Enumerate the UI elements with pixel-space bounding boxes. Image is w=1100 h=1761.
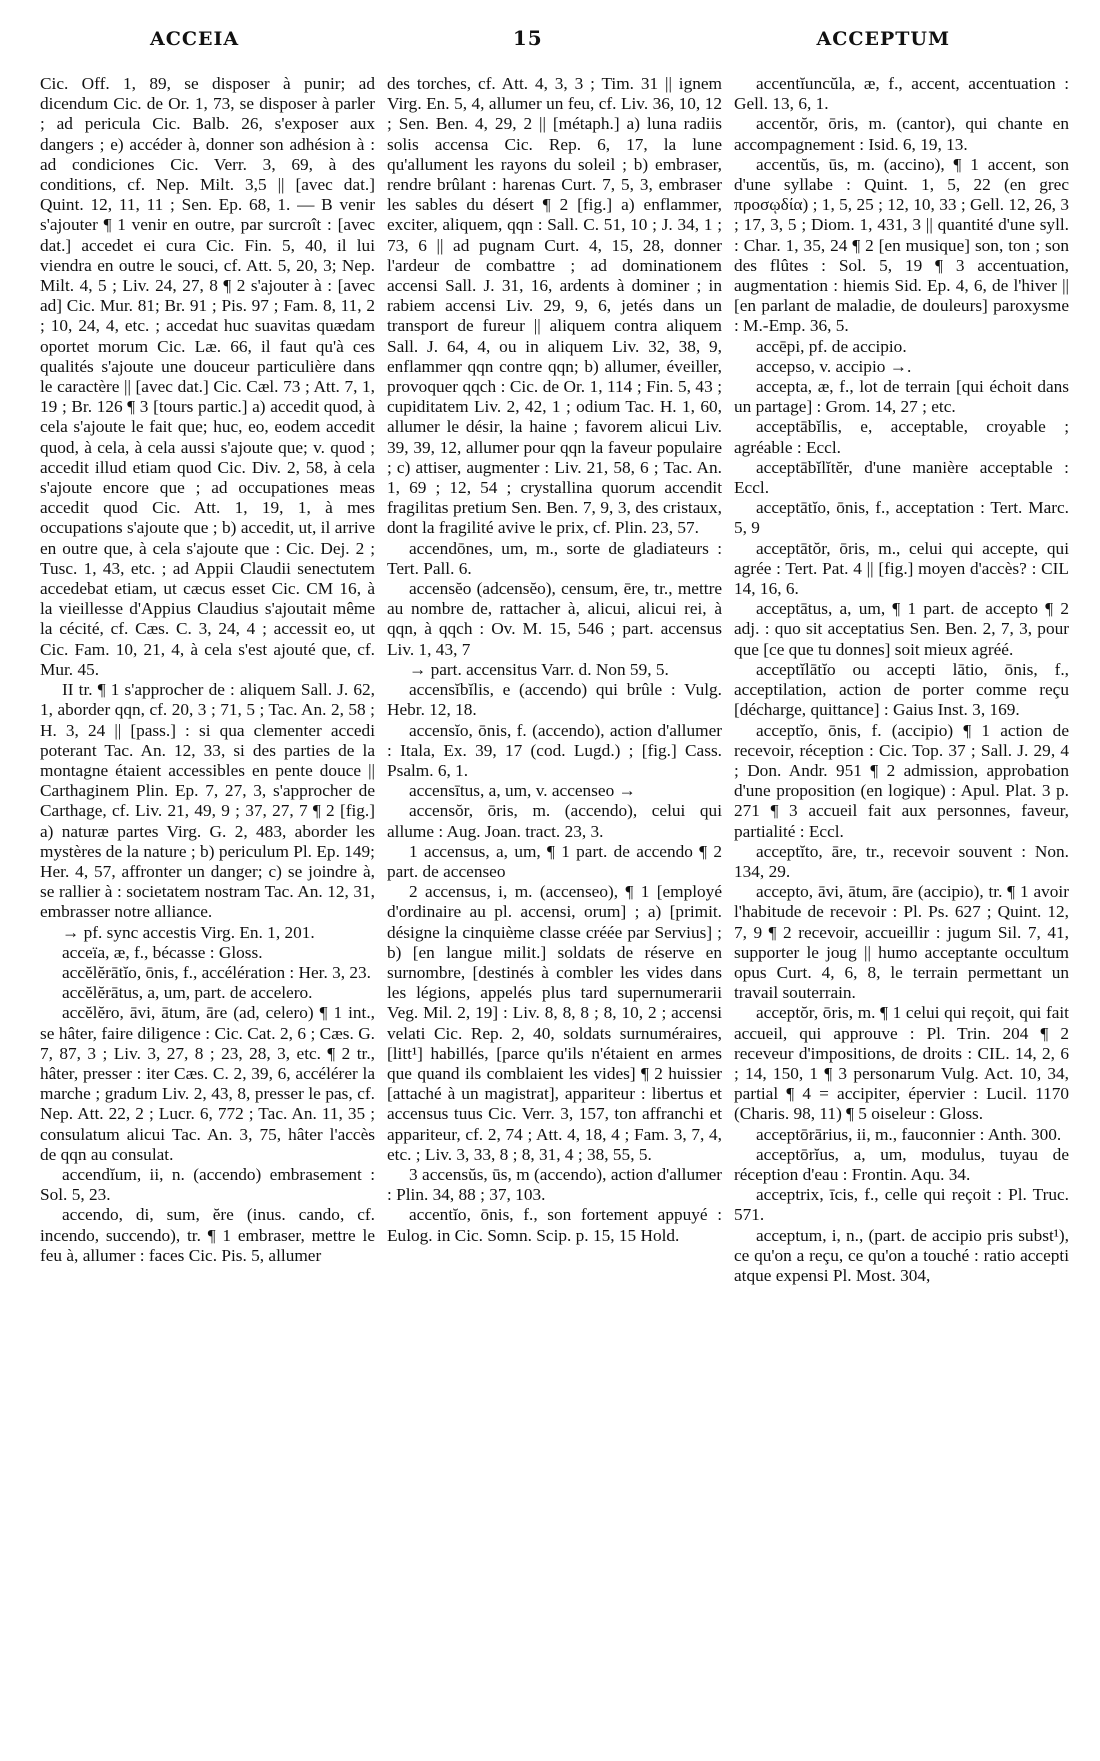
entry: acceptātus, a, um, ¶ 1 part. de accepto ¶ 2 adj. : quo sit acceptatius Sen. Ben. 2, 7, 3, pour que [ce que tu donnes] soit mieux agréé. [734, 599, 1069, 659]
entry: acceptātŏr, ōris, m., celui qui accepte, qui agrée : Tert. Pat. 4 || [fig.] moyen d'accès? : CIL 14, 16, 6. [734, 538, 1069, 599]
entry: accepso, v. accipio →. [756, 356, 912, 376]
entry: accepto, āvi, ātum, āre (accipio), tr. ¶ 1 avoir l'habitude de recevoir : Pl. Ps. 627 ; Quint. 12, 7, 9 ¶ 2 recevoir, accueillir : jugum Sil. 7, 41, supporter le joug || humo acceptante occultum opus Curt. 4, 6, 8, le terrain permettant un travail souterrain. [734, 882, 1069, 1003]
entry: accensĭbĭlis, e (accendo) qui brûle : Vulg. Hebr. 12, 18. [387, 680, 722, 720]
column-2 [387, 74, 722, 1286]
entry: II tr. ¶ 1 s'approcher de : aliquem Sall. J. 62, 1, aborder qqn, cf. 20, 3 ; 71, 5 ; Tac. An. 2, 58 ; H. 3, 24 || [pass.] : si qua clementer accedi poterant Tac. An. 12, 33, si des parties de la montagne étaient accessibles en pente douce || Carthaginem Plin. Ep. 7, 27, 3, s'approcher de Carthage, cf. Liv. 21, 49, 9 ; 37, 27, 7 ¶ 2 [fig.] a) naturæ partes Virg. G. 2, 483, aborder les mystères de la nature ; b) periculum Pl. Ep. 149; Her. 4, 57, affronter un danger; c) se joindre à, se rallier à : societatem nostram Tac. An. 12, 31, embrasser notre alliance. [40, 680, 375, 922]
entry: accentŏr, ōris, m. (cantor), qui chante en accompagnement : Isid. 6, 19, 13. [734, 114, 1069, 154]
entry: accēpi, pf. de accipio. [756, 336, 907, 356]
entry: accensĭo, ōnis, f. (accendo), action d'allumer : Itala, Ex. 39, 17 (cod. Lugd.) ; [fig.] Cass. Psalm. 6, 1. [387, 720, 722, 780]
entry: acceptĭo, ōnis, f. (accipio) ¶ 1 action de recevoir, réception : Cic. Top. 37 ; Sall. J. 29, 4 ; Don. Andr. 951 ¶ 2 admission, approbation d'une proposition (en logique) : Apul. Plat. 3 p. 271 ¶ 3 accueil fait aux personnes, faveur, partialité : Eccl. [734, 720, 1069, 841]
header-right-guideword: ACCEPTUM [816, 28, 950, 50]
entry: accendōnes, um, m., sorte de gladiateurs : Tert. Pall. 6. [387, 538, 722, 578]
page-number: 15 [512, 26, 543, 50]
column-1 [40, 74, 375, 1286]
entry: accentĭuncŭla, æ, f., accent, accentuation : Gell. 13, 6, 1. [734, 74, 1069, 114]
entry: 2 accensus, i, m. (accenseo), ¶ 1 [employé d'ordinaire au pl. accensi, orum] ; a) [primit. désigne la cinquième classe créée par Servius] ; b) [en langue milit.] soldats de réserve en surnombre, [destinés à combler les vides dans les légions, appelés plus tard supernumerarii Veg. Mil. 2, 19] : Liv. 8, 8, 8 ; 8, 10, 2 ; accensi velati Cic. Rep. 2, 40, soldats surnuméraires, [litt¹] habillés, [parce qu'ils n'étaient en armes que quand ils comblaient les vides] ¶ 2 huissier [attaché à un magistrat], appariteur : libertus et accensus tuus Cic. Verr. 3, 157, ton affranchi et appariteur, cf. 2, 74 ; Att. 4, 18, 4 ; Fam. 3, 7, 4, etc. ; Liv. 3, 33, 8 ; 8, 31, 4 ; 38, 55, 5. [387, 882, 722, 1164]
page-header [150, 26, 950, 52]
entry: accensītus, a, um, v. accenseo → [409, 781, 636, 801]
entry: acceptĭlātĭo ou accepti lātio, ōnis, f., acceptilation, action de porter comme reçu [décharge, quittance] : Gaius Inst. 3, 169. [734, 659, 1069, 720]
entry: → pf. sync accestis Virg. En. 1, 201. [62, 922, 315, 942]
entry: acceïa, æ, f., bécasse : Gloss. [62, 942, 263, 962]
entry: accĕlĕrātĭo, ōnis, f., accélération : Her. 3, 23. [62, 962, 372, 982]
entry: accepta, æ, f., lot de terrain [qui échoit dans un partage] : Grom. 14, 27 ; etc. [734, 377, 1069, 417]
entry: des torches, cf. Att. 4, 3, 3 ; Tim. 31 || ignem Virg. En. 5, 4, allumer un feu, cf. Liv. 36, 10, 12 ; Sen. Ben. 4, 29, 2 || [métaph.] a) luna radiis solis accensa Cic. Rep. 6, 17, la lune qu'allument les rayons du soleil ; b) embraser, rendre brûlant : harenas Curt. 7, 5, 3, embraser les sables du désert ¶ 2 [fig.] a) enflammer, exciter, aliquem, qqn : Sall. C. 51, 10 ; J. 34, 1 ; 73, 6 || ad pugnam Curt. 4, 15, 28, donner l'ardeur de combattre ; ad dominationem accensi Sall. J. 31, 16, ardents à dominer ; in rabiem accensi Liv. 29, 9, 6, jetés dans un transport de fureur || aliquem contra aliquem Sall. J. 64, 4, ou in aliquem Liv. 32, 38, 9, enflammer qqn contre qqn; b) allumer, éveiller, provoquer qqch : Cic. de Or. 1, 114 ; Fin. 5, 43 ; cupiditatem Liv. 2, 42, 1 ; odium Tac. H. 1, 60, allumer le désir, la haine ; favorem alicui Liv. 39, 39, 12, allumer pour qqn la faveur populaire ; c) attiser, augmenter : Liv. 21, 58, 6 ; Tac. An. 1, 69 ; 12, 54 ; crystallina quorum accendit fragilitas pretium Sen. Ben. 7, 9, 3, des cristaux, dont la fragilité avive le prix, cf. Plin. 23, 57. [387, 74, 722, 538]
entry: acceptĭto, āre, tr., recevoir souvent : Non. 134, 29. [734, 841, 1069, 881]
entry: Cic. Off. 1, 89, se disposer à punir; ad dicendum Cic. de Or. 1, 73, se disposer à parler ; ad pericula Cic. Balb. 26, s'exposer aux dangers ; e) accéder à, donner son adhésion à : ad condiciones Cic. Verr. 3, 69, à des conditions, cf. Nep. Milt. 3,5 || [avec dat.] Quint. 12, 11, 11 ; Sen. Ep. 68, 1. — B venir s'ajouter ¶ 1 venir en outre, par surcroît : [avec dat.] accedet ei cura Cic. Fin. 5, 40, il lui viendra en outre le souci, cf. Att. 5, 20, 3; Nep. Milt. 4, 5 ; Liv. 24, 27, 8 ¶ 2 s'ajouter à : [avec ad] Cic. Mur. 81; Br. 91 ; Pis. 97 ; Fam. 8, 11, 2 ; 10, 24, 4, etc. ; accedat huc suavitas quædam oportet morum Cic. Læ. 66, il faut qu'à ces qualités s'ajoute une douceur particulière dans le caractère || [avec dat.] Cic. Cæl. 73 ; Att. 7, 1, 19 ; Br. 126 ¶ 3 [tours partic.] a) accedit quod, à cela s'ajoute le fait que; huc, eo, eodem accedit quod, à cela, à cela aussi s'ajoute que; v. quod ; accedit illud etiam quod Cic. Div. 2, 58, à cela s'ajoute encore que ; ad occupationes meas accedit quod Cic. Att. 1, 19, 1, à mes occupations s'ajoute que ; b) accedit, ut, il arrive en outre que, à cela s'ajoute que : Cic. Dej. 2 ; Tusc. 1, 43, etc. ; ad Appii Claudii senectutem accedebat etiam, ut cæcus esset Cic. CM 16, à la vieillesse d'Appius Claudius s'ajoutait même la cécité, cf. Cæs. C. 3, 24, 4 ; accessit eo, ut Cic. Fam. 10, 21, 4, à cela s'est ajouté que, cf. Mur. 45. [40, 74, 375, 679]
entry: acceptōrārius, ii, m., fauconnier : Anth. 300. [756, 1124, 1062, 1144]
entry: acceptrix, īcis, f., celle qui reçoit : Pl. Truc. 571. [734, 1185, 1069, 1225]
entry: accendo, di, sum, ĕre (inus. cando, cf. incendo, succendo), tr. ¶ 1 embraser, mettre le feu à, allumer : faces Cic. Pis. 5, allumer [40, 1205, 375, 1265]
entry: acceptābĭlis, e, acceptable, croyable ; agréable : Eccl. [734, 417, 1069, 457]
entry: 3 accensŭs, ūs, m (accendo), action d'allumer : Plin. 34, 88 ; 37, 103. [387, 1164, 722, 1205]
entry: accentŭs, ūs, m. (accino), ¶ 1 accent, son d'une syllabe : Quint. 1, 5, 22 (en grec προσῳδία) ; 1, 5, 25 ; 12, 10, 33 ; Gell. 12, 26, 3 ; 17, 3, 5 ; Diom. 1, 431, 3 || quantité d'une syll. : Char. 1, 35, 24 ¶ 2 [en musique] son, ton ; son des flûtes : Sol. 5, 19 ¶ 3 accentuation, augmentation : hiemis Sid. Ep. 4, 6, de l'hiver || [en parlant de maladie, de douleurs] paroxysme : M.-Emp. 36, 5. [734, 154, 1069, 336]
entry: accensŏr, ōris, m. (accendo), celui qui allume : Aug. Joan. tract. 23, 3. [387, 801, 722, 841]
entry: accensĕo (adcensĕo), censum, ēre, tr., mettre au nombre de, rattacher à, alicui, alicui rei, à qqn, à qqch : Ov. M. 15, 546 ; part. accensus Liv. 1, 43, 7 [387, 579, 722, 659]
entry: acceptābĭlĭtĕr, d'une manière acceptable : Eccl. [734, 457, 1069, 498]
entry: acceptum, i, n., (part. de accipio pris subst¹), ce qu'on a reçu, ce qu'on a touché : ratio accepti atque expensi Pl. Most. 304, [734, 1225, 1069, 1285]
entry: acceptōrĭus, a, um, modulus, tuyau de réception d'eau : Frontin. Aqu. 34. [734, 1144, 1069, 1184]
header-left-guideword: ACCEIA [150, 28, 240, 50]
entry: acceptātĭo, ōnis, f., acceptation : Tert. Marc. 5, 9 [734, 498, 1069, 538]
column-3 [734, 74, 1069, 1286]
entry: 1 accensus, a, um, ¶ 1 part. de accendo ¶ 2 part. de accenseo [387, 841, 722, 881]
entry: accĕlĕro, āvi, ātum, āre (ad, celero) ¶ 1 int., se hâter, faire diligence : Cic. Cat. 2, 6 ; Cæs. G. 7, 87, 3 ; Liv. 3, 27, 8 ; 23, 28, 3, etc. ¶ 2 tr., hâter, presser : iter Cæs. C. 2, 39, 6, accélérer la marche ; gradum Liv. 2, 43, 8, presser le pas, cf. Nep. Att. 22, 2 ; Lucr. 6, 772 ; Tac. An. 11, 35 ; consulatum alicui Tac. An. 3, 75, hâter l'accès de qqn au consulat. [40, 1003, 375, 1164]
columns [40, 74, 1070, 1286]
entry: accentĭo, ōnis, f., son fortement appuyé : Eulog. in Cic. Somn. Scip. p. 15, 15 Hold. [387, 1205, 722, 1245]
entry: accendĭum, ii, n. (accendo) embrasement : Sol. 5, 23. [40, 1164, 375, 1205]
entry: → part. accensitus Varr. d. Non 59, 5. [409, 659, 669, 679]
entry: acceptŏr, ōris, m. ¶ 1 celui qui reçoit, qui fait accueil, qui approuve : Pl. Trin. 204 ¶ 2 receveur d'impositions, de droits : CIL. 14, 2, 6 ; 14, 150, 1 ¶ 3 personarum Vulg. Act. 10, 34, partial ¶ 4 = accipiter, épervier : Lucil. 1170 (Charis. 98, 11) ¶ 5 oiseleur : Gloss. [734, 1003, 1069, 1124]
entry: accĕlĕrātus, a, um, part. de accelero. [62, 983, 313, 1003]
